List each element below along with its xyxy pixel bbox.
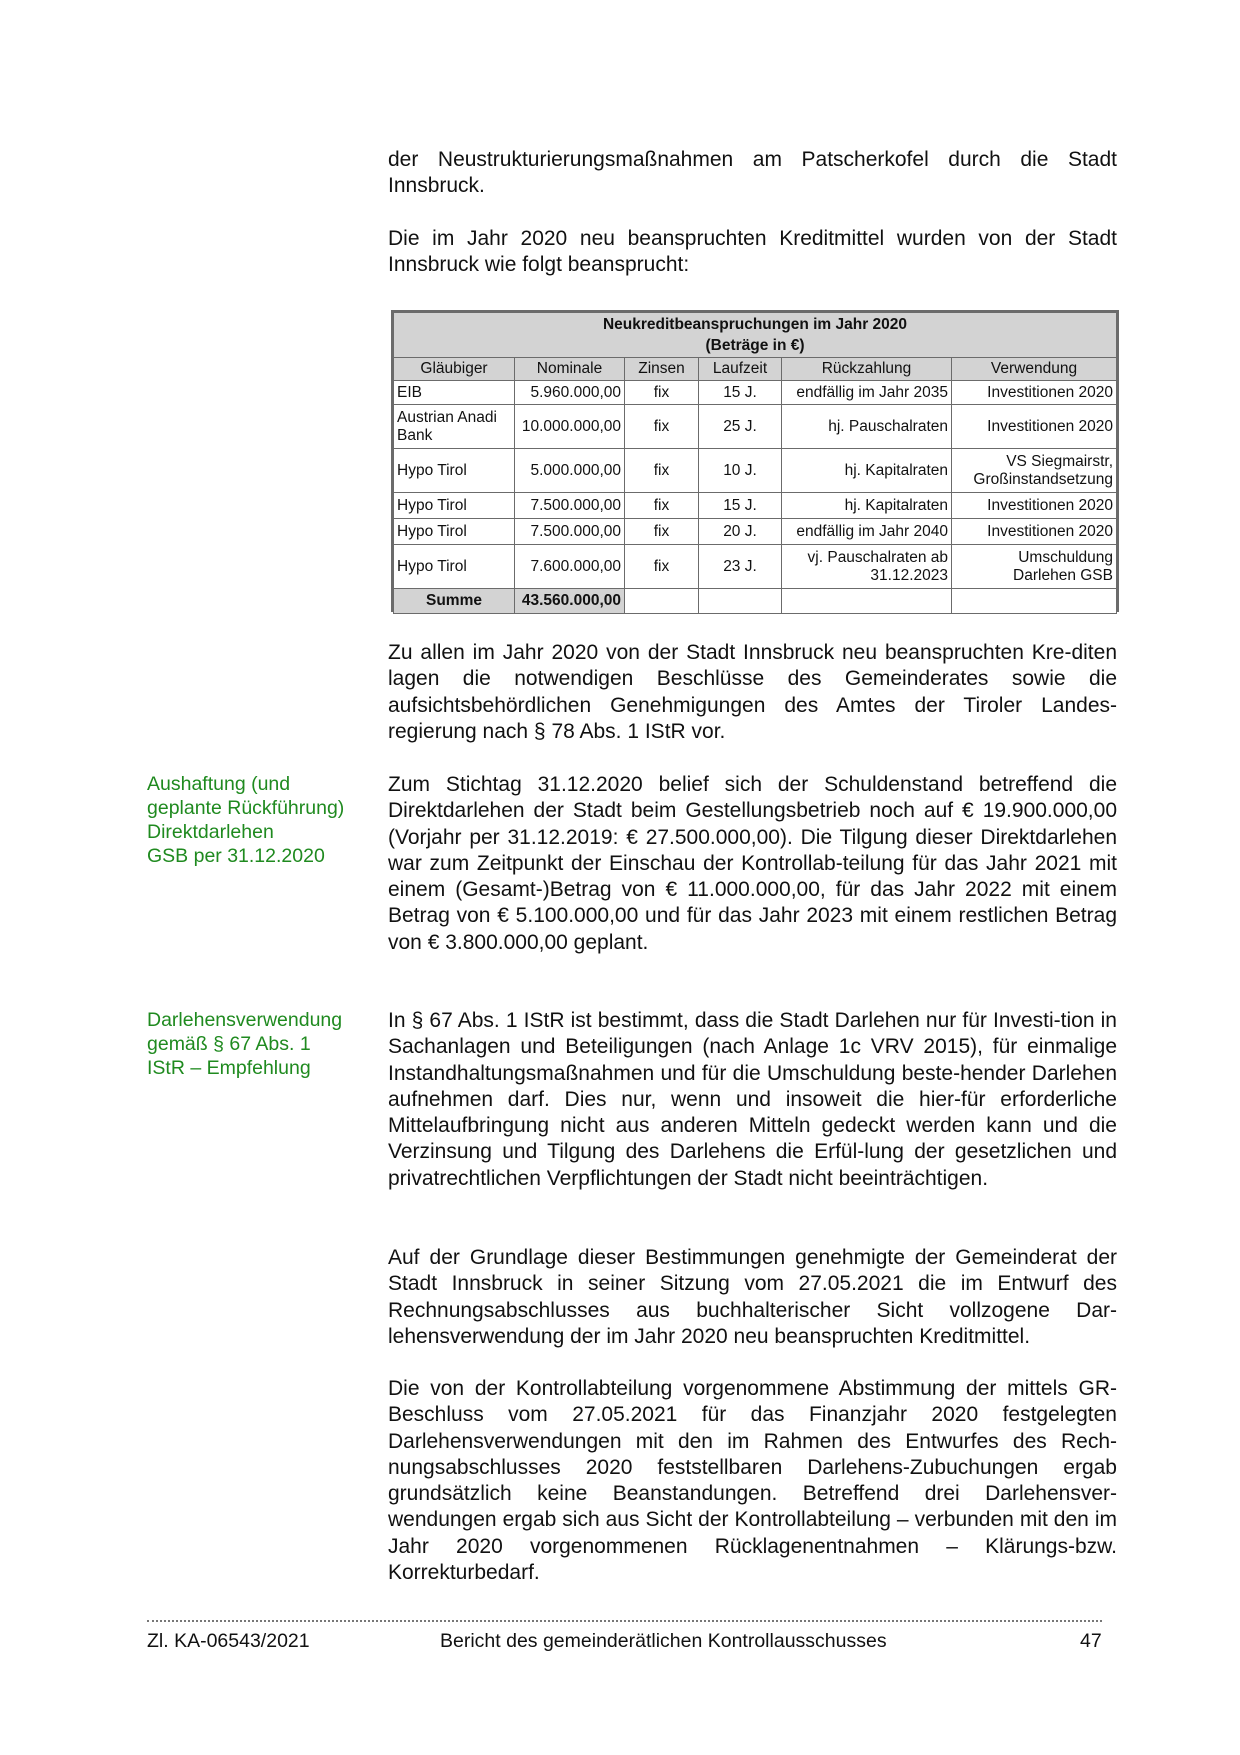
cell-zinsen: fix bbox=[625, 493, 699, 519]
cell-verwendung: Investitionen 2020 bbox=[952, 493, 1117, 519]
cell-rueckzahlung: hj. Pauschalraten bbox=[782, 405, 952, 449]
cell-nominale: 5.960.000,00 bbox=[515, 381, 625, 405]
side-note-2-line: Darlehensverwendung bbox=[147, 1009, 343, 1031]
cell-zinsen: fix bbox=[625, 405, 699, 449]
page-number: 47 bbox=[1080, 1630, 1102, 1652]
intro-paragraph-1 bbox=[388, 147, 1117, 200]
sum-label: Summe bbox=[394, 589, 515, 614]
cell-glaeubiger: Hypo Tirol bbox=[394, 519, 515, 545]
side-note-1-line: geplante Rückführung) bbox=[147, 797, 345, 819]
paragraph-5 bbox=[388, 1008, 1117, 1192]
paragraph-5-text: In § 67 Abs. 1 IStR ist bestimmt, dass die Stadt Darlehen nur für Investi-tion in Sachanlagen und Beteiligungen (nach Anlage 1c VRV 2015), für einmalige Instandhaltungsmaßnahmen und für die Umschuldung beste-hender Darlehen aufnehmen darf. Dies nur, wenn und insoweit die hier-für erforderliche Mittelaufbringung nicht aus anderen Mitteln gedeckt werden kann und die Verzinsung und Tilgung des Darlehens die Erfül-lung der gesetzlichen und privatrechtlichen Verpflichtungen der Stadt nicht beeinträchtigen. bbox=[388, 1009, 1117, 1190]
paragraph-4-text: Zum Stichtag 31.12.2020 belief sich der Schuldenstand betreffend die Direktdarlehen der Stadt beim Gestellungsbetrieb noch auf € 19.900.000,00 (Vorjahr per 31.12.2019: € 27.500.000,00). Die Tilgung dieser Direktdarlehen war zum Zeitpunkt der Einschau der Kontrollab-teilung für das Jahr 2021 mit einem (Gesamt-)Betrag von € 11.000.000,00, für das Jahr 2022 mit einem Betrag von € 5.100.000,00 und für das Jahr 2023 mit einem restlichen Betrag von € 3.800.000,00 geplant. bbox=[388, 773, 1117, 954]
cell-zinsen: fix bbox=[625, 545, 699, 589]
cell-verwendung: Investitionen 2020 bbox=[952, 519, 1117, 545]
cell-verwendung: Umschuldung Darlehen GSB bbox=[952, 545, 1117, 589]
cell-rueckzahlung: vj. Pauschalraten ab 31.12.2023 bbox=[782, 545, 952, 589]
footer-title: Bericht des gemeinderätlichen Kontrollausschusses bbox=[440, 1630, 887, 1652]
cell-laufzeit: 25 J. bbox=[699, 405, 782, 449]
sum-empty-cell bbox=[699, 589, 782, 614]
sum-empty-cell bbox=[952, 589, 1117, 614]
intro-text-2: Die im Jahr 2020 neu beanspruchten Kreditmittel wurden von der Stadt Innsbruck wie folgt beansprucht: bbox=[388, 227, 1117, 277]
table-row bbox=[394, 449, 1117, 493]
cell-laufzeit: 20 J. bbox=[699, 519, 782, 545]
col-header-glaeubiger: Gläubiger bbox=[394, 358, 515, 381]
sum-empty-cell bbox=[782, 589, 952, 614]
cell-verwendung: Investitionen 2020 bbox=[952, 405, 1117, 449]
cell-laufzeit: 15 J. bbox=[699, 493, 782, 519]
paragraph-6-text: Auf der Grundlage dieser Bestimmungen genehmigte der Gemeinderat der Stadt Innsbruck in seiner Sitzung vom 27.05.2021 die im Entwurf des Rechnungsabschlusses aus buchhalterischer Sicht vollzogene Dar-lehensverwendung der im Jahr 2020 neu beanspruchten Kreditmittel. bbox=[388, 1246, 1117, 1348]
col-header-verwendung: Verwendung bbox=[952, 358, 1117, 381]
footer-divider bbox=[147, 1620, 1102, 1622]
cell-zinsen: fix bbox=[625, 449, 699, 493]
intro-paragraph-2 bbox=[388, 226, 1117, 279]
cell-zinsen: fix bbox=[625, 381, 699, 405]
cell-rueckzahlung: endfällig im Jahr 2035 bbox=[782, 381, 952, 405]
side-note-2-line: IStR – Empfehlung bbox=[147, 1057, 311, 1079]
side-note-1-line: GSB per 31.12.2020 bbox=[147, 845, 325, 867]
cell-glaeubiger: EIB bbox=[394, 381, 515, 405]
cell-rueckzahlung: hj. Kapitalraten bbox=[782, 493, 952, 519]
table-row bbox=[394, 519, 1117, 545]
cell-glaeubiger: Hypo Tirol bbox=[394, 545, 515, 589]
table-row bbox=[394, 545, 1117, 589]
cell-glaeubiger: Hypo Tirol bbox=[394, 493, 515, 519]
table-row bbox=[394, 405, 1117, 449]
cell-glaeubiger: Hypo Tirol bbox=[394, 449, 515, 493]
table-sum-row bbox=[394, 589, 1117, 614]
col-header-laufzeit: Laufzeit bbox=[699, 358, 782, 381]
side-note-darlehensverwendung bbox=[147, 1008, 377, 1080]
cell-rueckzahlung: endfällig im Jahr 2040 bbox=[782, 519, 952, 545]
cell-laufzeit: 10 J. bbox=[699, 449, 782, 493]
cell-zinsen: fix bbox=[625, 519, 699, 545]
side-note-1-line: Aushaftung (und bbox=[147, 773, 291, 795]
paragraph-3 bbox=[388, 640, 1117, 745]
sum-empty-cell bbox=[625, 589, 699, 614]
col-header-nominale: Nominale bbox=[515, 358, 625, 381]
side-note-aushaftung bbox=[147, 772, 377, 868]
footer-reference: Zl. KA-06543/2021 bbox=[147, 1630, 310, 1652]
cell-glaeubiger: Austrian Anadi Bank bbox=[394, 405, 515, 449]
cell-verwendung: Investitionen 2020 bbox=[952, 381, 1117, 405]
cell-nominale: 7.500.000,00 bbox=[515, 493, 625, 519]
paragraph-4 bbox=[388, 772, 1117, 956]
cell-laufzeit: 15 J. bbox=[699, 381, 782, 405]
paragraph-7 bbox=[388, 1376, 1117, 1586]
side-note-1-line: Direktdarlehen bbox=[147, 821, 274, 843]
col-header-zinsen: Zinsen bbox=[625, 358, 699, 381]
table-title bbox=[394, 313, 1117, 358]
col-header-rueckzahlung: Rückzahlung bbox=[782, 358, 952, 381]
cell-nominale: 7.500.000,00 bbox=[515, 519, 625, 545]
paragraph-3-text: Zu allen im Jahr 2020 von der Stadt Innsbruck neu beanspruchten Kre-diten lagen die notwendigen Beschlüsse des Gemeinderates sowie die aufsichtsbehördlichen Genehmigungen des Amtes der Tiroler Landes-regierung nach § 78 Abs. 1 IStR vor. bbox=[388, 641, 1117, 743]
cell-nominale: 10.000.000,00 bbox=[515, 405, 625, 449]
table-row bbox=[394, 381, 1117, 405]
table-title-line-2: (Beträge in €) bbox=[705, 337, 805, 354]
credit-table bbox=[391, 310, 1119, 612]
side-note-2-line: gemäß § 67 Abs. 1 bbox=[147, 1033, 311, 1055]
paragraph-7-text: Die von der Kontrollabteilung vorgenommene Abstimmung der mittels GR-Beschluss vom 27.05.2021 für das Finanzjahr 2020 festgelegten Darlehensverwendungen mit den im Rahmen des Entwurfes des Rech-nungsabschlusses 2020 feststellbaren Darlehens-Zubuchungen ergab grundsätzlich keine Beanstandungen. Betreffend drei Darlehensver-wendungen ergab sich aus Sicht der Kontrollabteilung – verbunden mit den im Jahr 2020 vorgenommenen Rücklagenentnahmen – Klärungs-bzw. Korrekturbedarf. bbox=[388, 1377, 1117, 1585]
cell-verwendung: VS Siegmairstr, Großinstandsetzung bbox=[952, 449, 1117, 493]
table-header-row bbox=[394, 358, 1117, 381]
table-title-line-1: Neukreditbeanspruchungen im Jahr 2020 bbox=[602, 316, 908, 333]
table-row bbox=[394, 493, 1117, 519]
cell-laufzeit: 23 J. bbox=[699, 545, 782, 589]
sum-value: 43.560.000,00 bbox=[515, 589, 625, 614]
intro-text-1: der Neustrukturierungsmaßnahmen am Patscherkofel durch die Stadt Innsbruck. bbox=[388, 148, 1117, 198]
cell-nominale: 5.000.000,00 bbox=[515, 449, 625, 493]
cell-nominale: 7.600.000,00 bbox=[515, 545, 625, 589]
cell-rueckzahlung: hj. Kapitalraten bbox=[782, 449, 952, 493]
paragraph-6 bbox=[388, 1245, 1117, 1350]
